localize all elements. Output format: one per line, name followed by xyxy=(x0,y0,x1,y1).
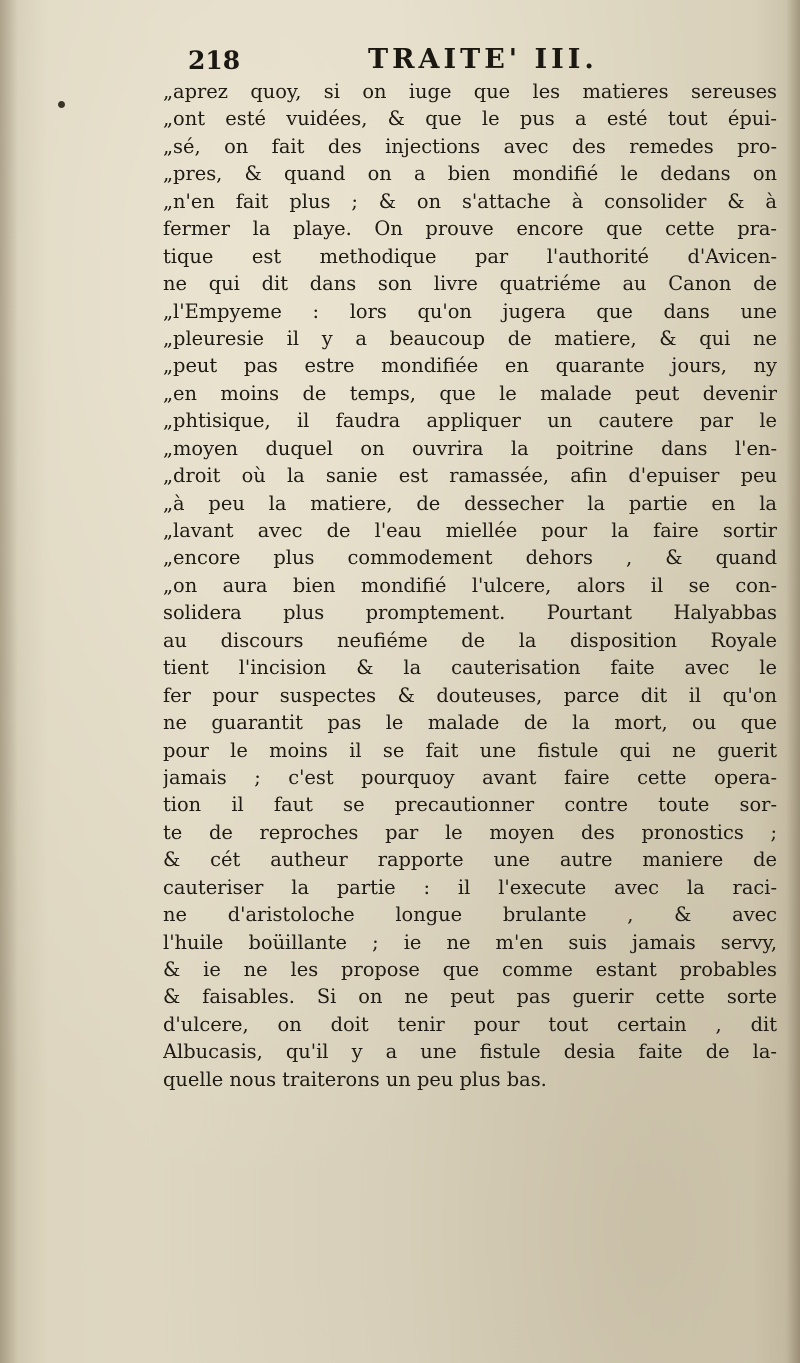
text-line: „l'Empyeme : lors qu'on jugera que dans une xyxy=(163,299,777,323)
text-line: tion il faut se precautionner contre toute sor- xyxy=(163,793,777,817)
text-line: quelle nous traiterons un peu plus bas. xyxy=(163,1067,547,1091)
text-line: „n'en fait plus ; & on s'attache à consolider & à xyxy=(163,189,777,213)
text-line: ne d'aristoloche longue brulante , & avec xyxy=(163,903,777,927)
text-line: „ont esté vuidées, & que le pus a esté tout épui- xyxy=(163,107,777,131)
text-line: „moyen duquel on ouvrira la poitrine dans l'en- xyxy=(163,436,777,460)
text-line: solidera plus promptement. Pourtant Halyabbas xyxy=(163,601,777,625)
text-line: „on aura bien mondifié l'ulcere, alors il se con- xyxy=(163,573,777,597)
text-line: jamais ; c'est pourquoy avant faire cette opera- xyxy=(163,765,777,789)
page-number: 218 xyxy=(188,46,241,75)
text-line: „sé, on fait des injections avec des remedes pro- xyxy=(163,134,777,158)
text-line: „phtisique, il faudra appliquer un cautere par le xyxy=(163,409,777,433)
text-line: cauteriser la partie : il l'execute avec la raci- xyxy=(163,875,777,899)
running-title: TRAITE' III. xyxy=(368,44,598,75)
text-line: & cét autheur rapporte une autre maniere de xyxy=(163,848,777,872)
text-line: „lavant avec de l'eau miellée pour la faire sortir xyxy=(163,519,777,542)
text-line: d'ulcere, on doit tenir pour tout certain , dit xyxy=(163,1012,777,1036)
text-line: au discours neufiéme de la disposition Royale xyxy=(163,628,777,652)
text-line: „peut pas estre mondifiée en quarante jours, ny xyxy=(163,354,777,378)
text-line: fer pour suspectes & douteuses, parce dit il qu'on xyxy=(163,683,777,707)
ink-spot xyxy=(58,101,65,108)
page-shadow-left xyxy=(0,0,18,1363)
text-line: ne qui dit dans son livre quatriéme au Canon de xyxy=(163,272,777,296)
page-shadow-right xyxy=(786,0,800,1363)
text-line: „droit où la sanie est ramassée, afin d'epuiser peu xyxy=(163,464,777,488)
text-line: pour le moins il se fait une fistule qui ne guerit xyxy=(163,738,777,762)
text-line: fermer la playe. On prouve encore que cette pra- xyxy=(163,217,777,241)
text-line: tique est methodique par l'authorité d'Avicen- xyxy=(163,244,777,268)
text-line: „encore plus commodement dehors , & quand xyxy=(163,546,777,570)
text-line: „pleuresie il y a beaucoup de matiere, & qui ne xyxy=(163,326,777,350)
text-line: „aprez quoy, si on iuge que les matieres sereuses xyxy=(163,80,777,103)
text-line: Albucasis, qu'il y a une fistule desia faite de la- xyxy=(163,1040,777,1064)
text-line: „pres, & quand on a bien mondifié le dedans on xyxy=(163,162,777,186)
text-line: & faisables. Si on ne peut pas guerir cette sorte xyxy=(163,985,777,1009)
text-line: „à peu la matiere, de dessecher la partie en la xyxy=(163,491,777,515)
text-line: ne guarantit pas le malade de la mort, ou que xyxy=(163,711,777,735)
text-line: & ie ne les propose que comme estant probables xyxy=(163,958,777,981)
text-line: tient l'incision & la cauterisation faite avec le xyxy=(163,656,777,680)
body-text xyxy=(163,78,777,1093)
text-line: te de reproches par le moyen des pronostics ; xyxy=(163,820,777,844)
text-line: l'huile boüillante ; ie ne m'en suis jamais servy, xyxy=(163,930,777,954)
text-line: „en moins de temps, que le malade peut devenir xyxy=(163,381,777,405)
page-header xyxy=(170,42,730,78)
